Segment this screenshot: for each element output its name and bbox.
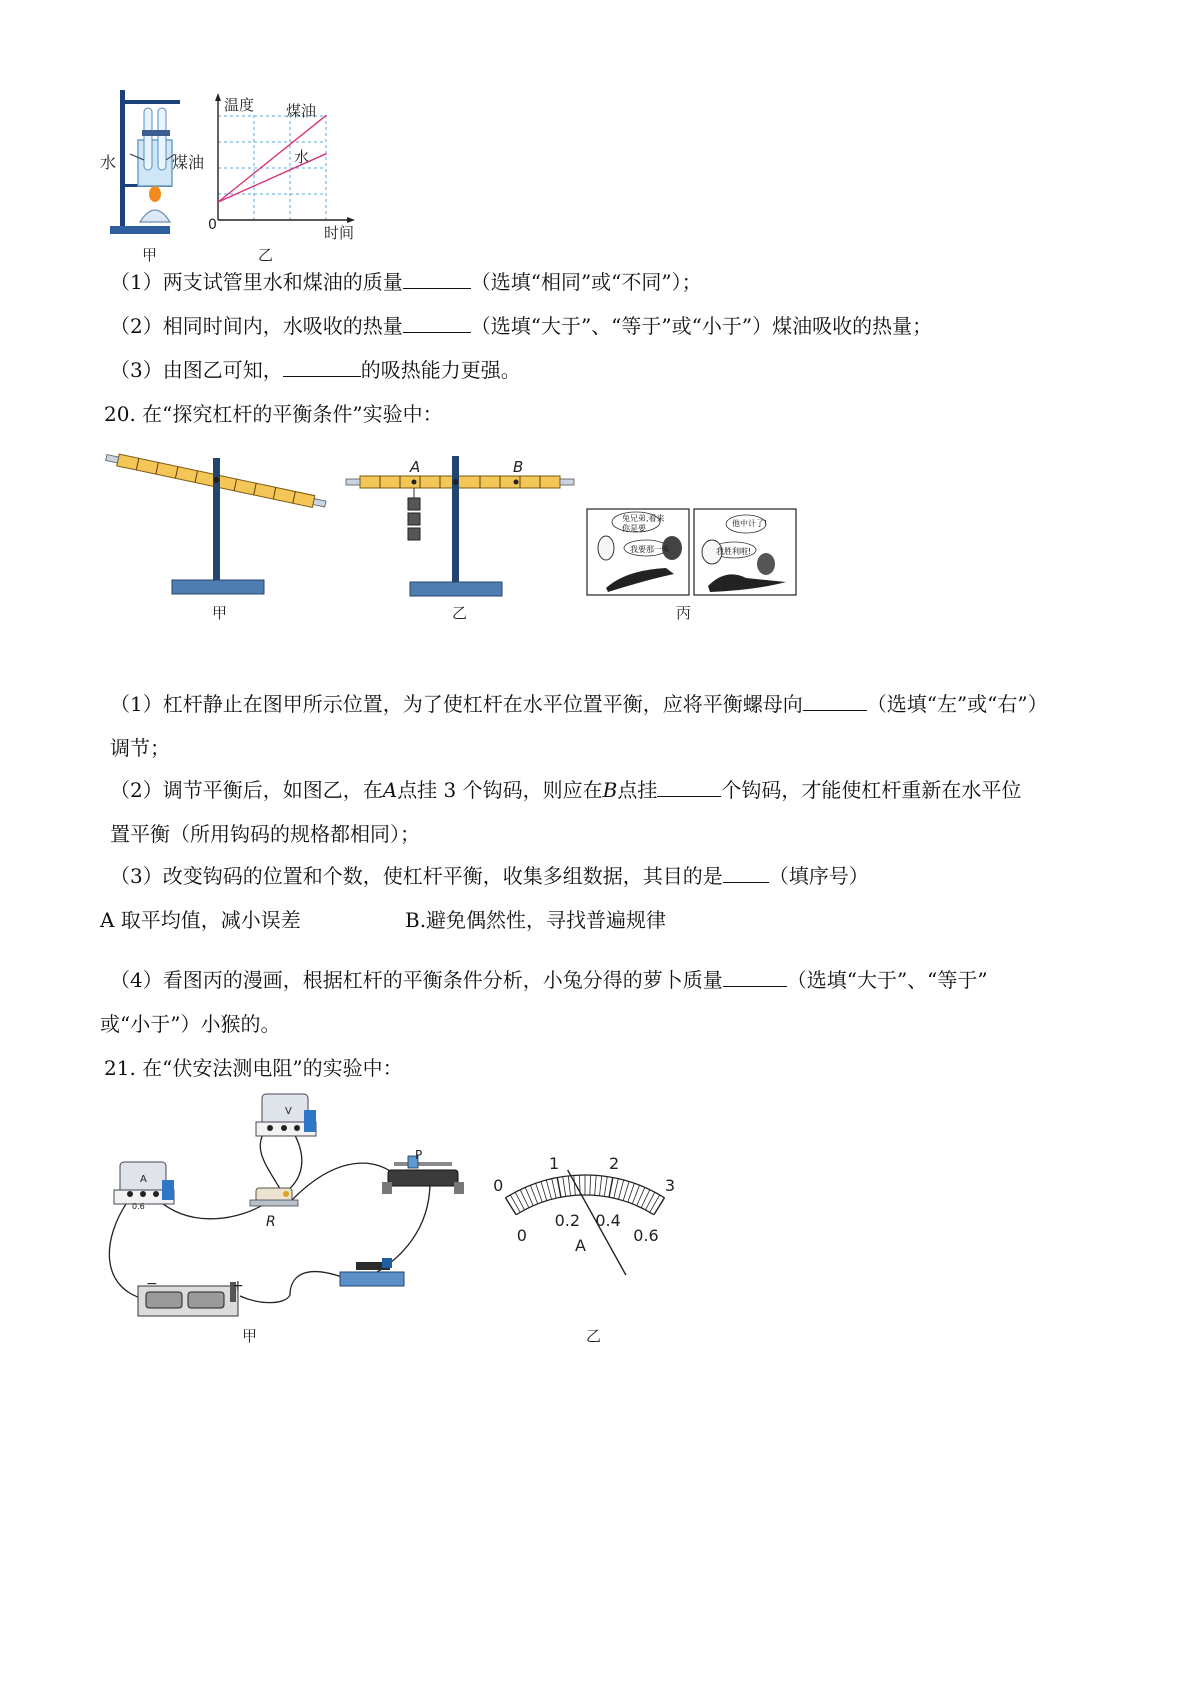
q20-option-b: B.避免偶然性，寻找普遍规律: [405, 908, 667, 932]
caption-jia-21: 甲: [242, 1327, 258, 1345]
minor-tick: [628, 1183, 635, 1202]
battery-positive: +: [232, 1278, 244, 1294]
lever-stand-base: [172, 580, 264, 594]
series-line-kerosene: [218, 115, 326, 202]
comic-bubble-1: 兔兄弟,看来你是要: [622, 514, 665, 533]
q20-part1: [110, 690, 1048, 718]
battery-negative: −: [146, 1276, 158, 1292]
q20-option-a: A 取平均值，减小误差: [100, 908, 301, 932]
q20-point-b: B: [602, 778, 618, 802]
hook-weight: [408, 498, 420, 510]
scale-label-top: 0: [493, 1175, 504, 1195]
minor-tick: [515, 1192, 524, 1210]
minor-tick: [552, 1179, 556, 1199]
label-kerosene: 煤油: [172, 153, 205, 172]
scale-label-bottom: 0.2: [554, 1210, 581, 1230]
scale-label-top: 1: [549, 1153, 560, 1173]
point-a-marker: [412, 480, 417, 485]
scale-arc-inner: [516, 1195, 654, 1215]
q19-part3-text-end: 的吸热能力更强。: [360, 358, 521, 382]
label-water: 水: [100, 153, 117, 172]
q19-part1-text: （1）两支试管里水和煤油的质量: [110, 270, 403, 294]
minor-tick: [604, 1177, 607, 1197]
scale-label-top: 2: [608, 1153, 620, 1173]
minor-tick: [645, 1192, 654, 1210]
q20-part4-cont: 或“小于”）小猴的。: [100, 1012, 281, 1036]
q19-blank1[interactable]: [403, 268, 471, 289]
caption-yi-20: 乙: [452, 604, 468, 622]
q19-part3-text: （3）由图乙可知，: [110, 358, 283, 382]
caption-yi-19: 乙: [258, 246, 274, 264]
minor-tick: [546, 1180, 551, 1199]
scale-label-top: 3: [664, 1175, 676, 1195]
q19-part1-options: （选填“相同”或“不同”）；: [470, 270, 702, 294]
q20-part3: [110, 862, 869, 890]
q20-part1-cont: 调节；: [110, 736, 170, 760]
q20-part1-options: （选填“左”或“右”）: [866, 692, 1048, 716]
chart-xlabel: 时间: [324, 224, 355, 242]
point-b-label: B: [513, 458, 524, 476]
q20-part2-text-b: 点挂 3 个钩码，则应在: [397, 778, 603, 802]
q20-part2-text-c: 点挂: [617, 778, 658, 802]
beaker: [138, 140, 172, 186]
resistor-label: R: [266, 1214, 276, 1230]
q20-blank4[interactable]: [723, 966, 787, 987]
caption-bing-20: 丙: [676, 604, 692, 622]
caption-yi-21: 乙: [586, 1327, 602, 1345]
minor-tick: [568, 1176, 570, 1196]
lever-figure-yi: [340, 450, 580, 610]
series-label-kerosene: 煤油: [286, 102, 317, 120]
q19-part2: [110, 312, 932, 340]
q19-part1: [110, 268, 702, 296]
q20-blank3[interactable]: [723, 862, 769, 883]
q20-part4: [110, 966, 988, 994]
minor-tick: [590, 1175, 591, 1195]
major-tick: [557, 1178, 561, 1198]
chart-ylabel: 温度: [224, 96, 255, 114]
flame: [149, 186, 161, 202]
minor-tick: [563, 1177, 566, 1197]
scale-ticks: [506, 1175, 665, 1215]
caption-jia-19: 甲: [142, 246, 158, 264]
q20-point-a: A: [382, 778, 398, 802]
minor-tick: [574, 1175, 575, 1195]
minor-tick: [623, 1182, 629, 1201]
q21-title: 21. 在“伏安法测电阻”的实验中：: [104, 1056, 403, 1080]
q20-title: 20. 在“探究杠杆的平衡条件”实验中：: [104, 402, 443, 426]
comic-bubble-3: 他中计了!: [732, 519, 768, 528]
balance-nut-right: [313, 499, 326, 507]
q20-part2-cont: 置平衡（所用钩码的规格都相同）；: [110, 822, 420, 846]
q20-blank1[interactable]: [803, 690, 867, 711]
series-label-water: 水: [294, 148, 310, 166]
lever-yi-stand-pole: [452, 456, 459, 588]
balance-nut-left: [106, 455, 119, 463]
ammeter-symbol: A: [140, 1174, 147, 1185]
comic-bubble-4: 我胜利啦!: [716, 547, 752, 556]
q20-part2: [110, 776, 1021, 804]
q20-part4-text: （4）看图丙的漫画，根据杠杆的平衡条件分析，小兔分得的萝卜质量: [110, 968, 723, 992]
lever-bar-horizontal: [360, 476, 560, 488]
q20-part2-text-d: 个钩码，才能使杠杆重新在水平位: [721, 778, 1022, 802]
q19-blank3[interactable]: [283, 356, 361, 377]
lever-yi-stand-base: [410, 582, 502, 596]
rabbit-figure: [598, 536, 614, 560]
scale-label-bottom: 0.4: [595, 1210, 621, 1230]
minor-tick: [541, 1182, 547, 1201]
chart-grid: [218, 115, 326, 220]
q19-part2-options: （选填“大于”、“等于”或“小于”）煤油吸收的热量；: [470, 314, 933, 338]
q19-blank2[interactable]: [403, 312, 471, 333]
q20-part1-text: （1）杠杆静止在图甲所示位置，为了使杠杆在水平位置平衡，应将平衡螺母向: [110, 692, 803, 716]
major-tick: [609, 1178, 613, 1198]
q19-part3: [110, 356, 521, 384]
comic-bubble-2: 我要那一头: [630, 545, 670, 554]
lever-figure-jia: [100, 440, 340, 610]
major-tick: [506, 1198, 517, 1215]
minor-tick: [510, 1195, 520, 1212]
ammeter-unit-label: A: [575, 1236, 586, 1255]
sliding-rheostat: [382, 1156, 464, 1194]
ammeter-range: 0.6: [132, 1202, 145, 1211]
major-tick: [654, 1198, 665, 1215]
voltmeter-symbol: V: [285, 1106, 292, 1117]
minor-tick: [619, 1180, 624, 1199]
caption-jia-20: 甲: [212, 604, 228, 622]
alcohol-lamp: [140, 210, 170, 222]
q20-part4-options: （选填“大于”、“等于”: [786, 968, 988, 992]
minor-tick: [599, 1176, 601, 1196]
ammeter-scale-figure: [470, 1150, 700, 1290]
stand-rod: [120, 90, 125, 230]
q20-part3-text: （3）改变钩码的位置和个数，使杠杆平衡，收集多组数据，其目的是: [110, 864, 723, 888]
q19-part2-text: （2）相同时间内，水吸收的热量: [110, 314, 403, 338]
resistor-r: [250, 1188, 298, 1206]
minor-tick: [614, 1179, 618, 1199]
q20-part3-hint: （填序号）: [768, 864, 869, 888]
q20-part2-text: （2）调节平衡后，如图乙，在: [110, 778, 383, 802]
point-b-marker: [514, 480, 519, 485]
q20-blank2[interactable]: [657, 776, 721, 797]
switch: [340, 1258, 404, 1286]
minor-tick: [595, 1175, 596, 1195]
minor-tick: [650, 1195, 660, 1212]
chart-origin: 0: [208, 217, 217, 233]
hook-weight: [408, 528, 420, 540]
hook-weight: [408, 513, 420, 525]
scale-label-bottom: 0.6: [633, 1225, 659, 1245]
scale-label-bottom: 0: [516, 1225, 527, 1245]
minor-tick: [536, 1183, 543, 1202]
slider-label: P: [415, 1148, 423, 1162]
circuit-figure-jia: [100, 1090, 480, 1330]
y-axis-arrow: [215, 93, 221, 101]
point-a-label: A: [410, 458, 421, 476]
series-line-water: [218, 154, 326, 203]
